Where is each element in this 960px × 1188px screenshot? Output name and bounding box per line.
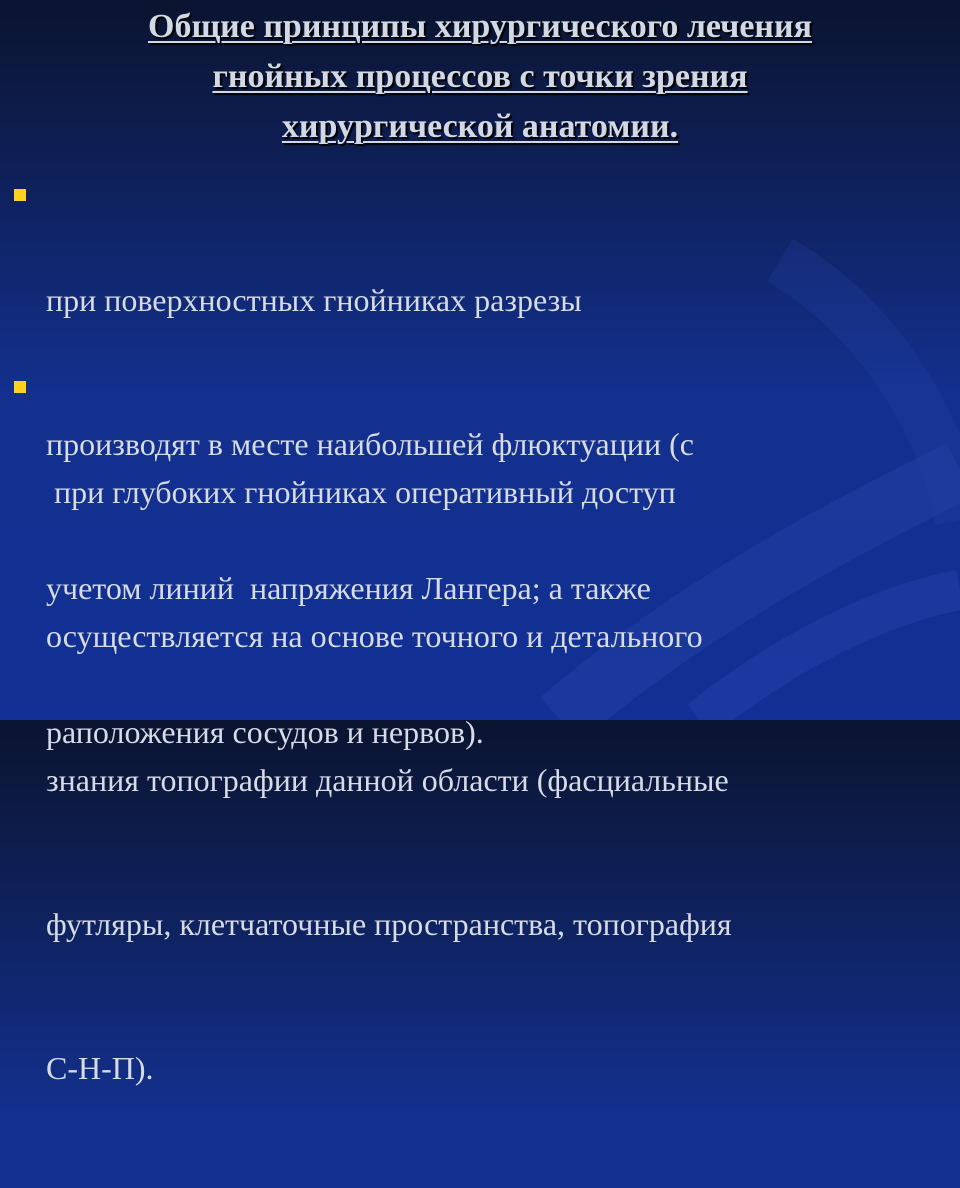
title-line-3: хирургической анатомии.	[281, 108, 679, 145]
bullet-text-line: осуществляется на основе точного и детального	[46, 618, 703, 654]
square-bullet-icon	[14, 189, 26, 201]
bullet-text-line: при поверхностных гнойниках разрезы	[46, 282, 582, 318]
bullet-text	[46, 372, 954, 1188]
bullet-text-line: знания топографии данной области (фасциальные	[46, 762, 729, 798]
title-line-2: гнойных процессов с точки зрения	[212, 58, 748, 95]
bullet-text-line: раположения сосудов и нервов).	[46, 714, 484, 750]
bullet-text-line: учетом линий напряжения Лангера; а также	[46, 570, 651, 606]
slide-title	[40, 2, 920, 152]
bullet-text-line: при глубоких гнойниках оперативный доступ	[46, 474, 676, 510]
square-bullet-icon	[14, 381, 26, 393]
bullet-text-line: С-Н-П).	[46, 1050, 154, 1086]
bullet-text-line: футляры, клетчаточные пространства, топография	[46, 906, 732, 942]
title-line-1: Общие принципы хирургического лечения	[148, 8, 812, 45]
bullet-text-line: производят в месте наибольшей флюктуации (с	[46, 426, 694, 462]
